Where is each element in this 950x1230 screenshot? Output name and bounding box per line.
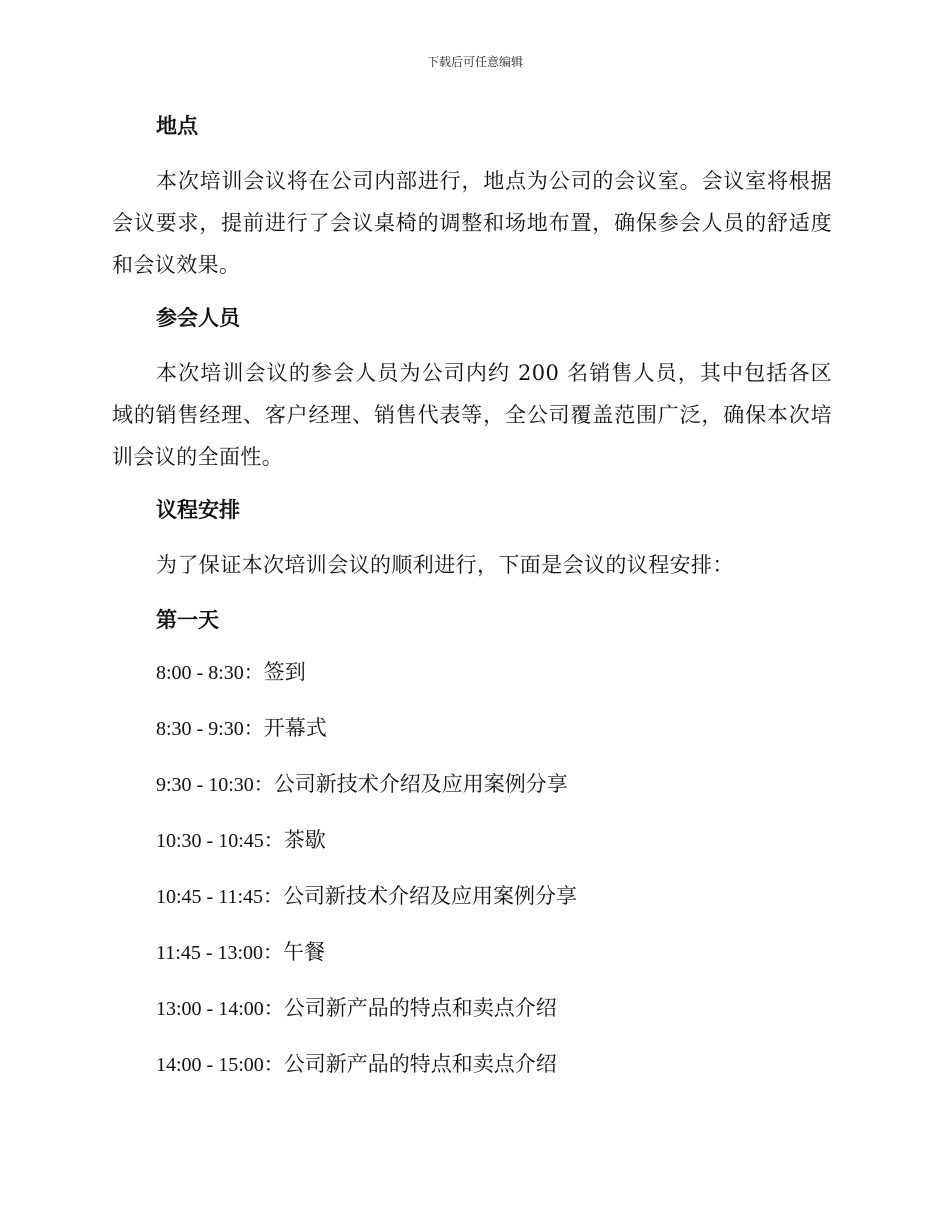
section-text-attendees: 本次培训会议的参会人员为公司内约 200 名销售人员，其中包括各区域的销售经理、客户经理、销售代表等，全公司覆盖范围广泛，确保本次培训会议的全面性。 [112,361,832,469]
section-title-agenda: 议程安排 [156,498,240,522]
agenda-item [112,824,832,857]
agenda-activity: 签到 [263,660,306,684]
agenda-day-title: 第一天 [156,608,219,632]
agenda-item [112,936,832,969]
section-title-location: 地点 [156,114,198,138]
agenda-time: 10:30 - 10:45： [156,830,284,852]
agenda-item [112,656,832,689]
section-title-attendees: 参会人员 [156,306,240,330]
agenda-activity: 茶歇 [283,828,326,852]
agenda-item [112,712,832,745]
agenda-activity: 公司新技术介绍及应用案例分享 [273,772,568,796]
agenda-item [112,880,832,913]
agenda-time: 11:45 - 13:00： [156,942,284,964]
agenda-item [112,992,832,1025]
agenda-time: 8:00 - 8:30： [156,662,264,684]
page-header-note: 下载后可任意编辑 [426,55,523,69]
section-text-agenda: 为了保证本次培训会议的顺利进行，下面是会议的议程安排： [156,553,734,577]
agenda-activity: 午餐 [283,940,326,964]
agenda-item [112,1048,832,1081]
agenda-activity: 公司新产品的特点和卖点介绍 [283,1052,557,1076]
document-body [112,110,832,1104]
agenda-time: 9:30 - 10:30： [156,774,274,796]
agenda-time: 10:45 - 11:45： [156,886,284,908]
agenda-time: 8:30 - 9:30： [156,718,264,740]
agenda-time: 14:00 - 15:00： [156,1054,284,1076]
agenda-activity: 公司新技术介绍及应用案例分享 [283,884,578,908]
agenda-item [112,768,832,801]
agenda-activity: 开幕式 [263,716,327,740]
agenda-activity: 公司新产品的特点和卖点介绍 [283,996,557,1020]
agenda-time: 13:00 - 14:00： [156,998,284,1020]
section-text-location: 本次培训会议将在公司内部进行，地点为公司的会议室。会议室将根据会议要求，提前进行了会议桌椅的调整和场地布置，确保参会人员的舒适度和会议效果。 [112,169,832,277]
